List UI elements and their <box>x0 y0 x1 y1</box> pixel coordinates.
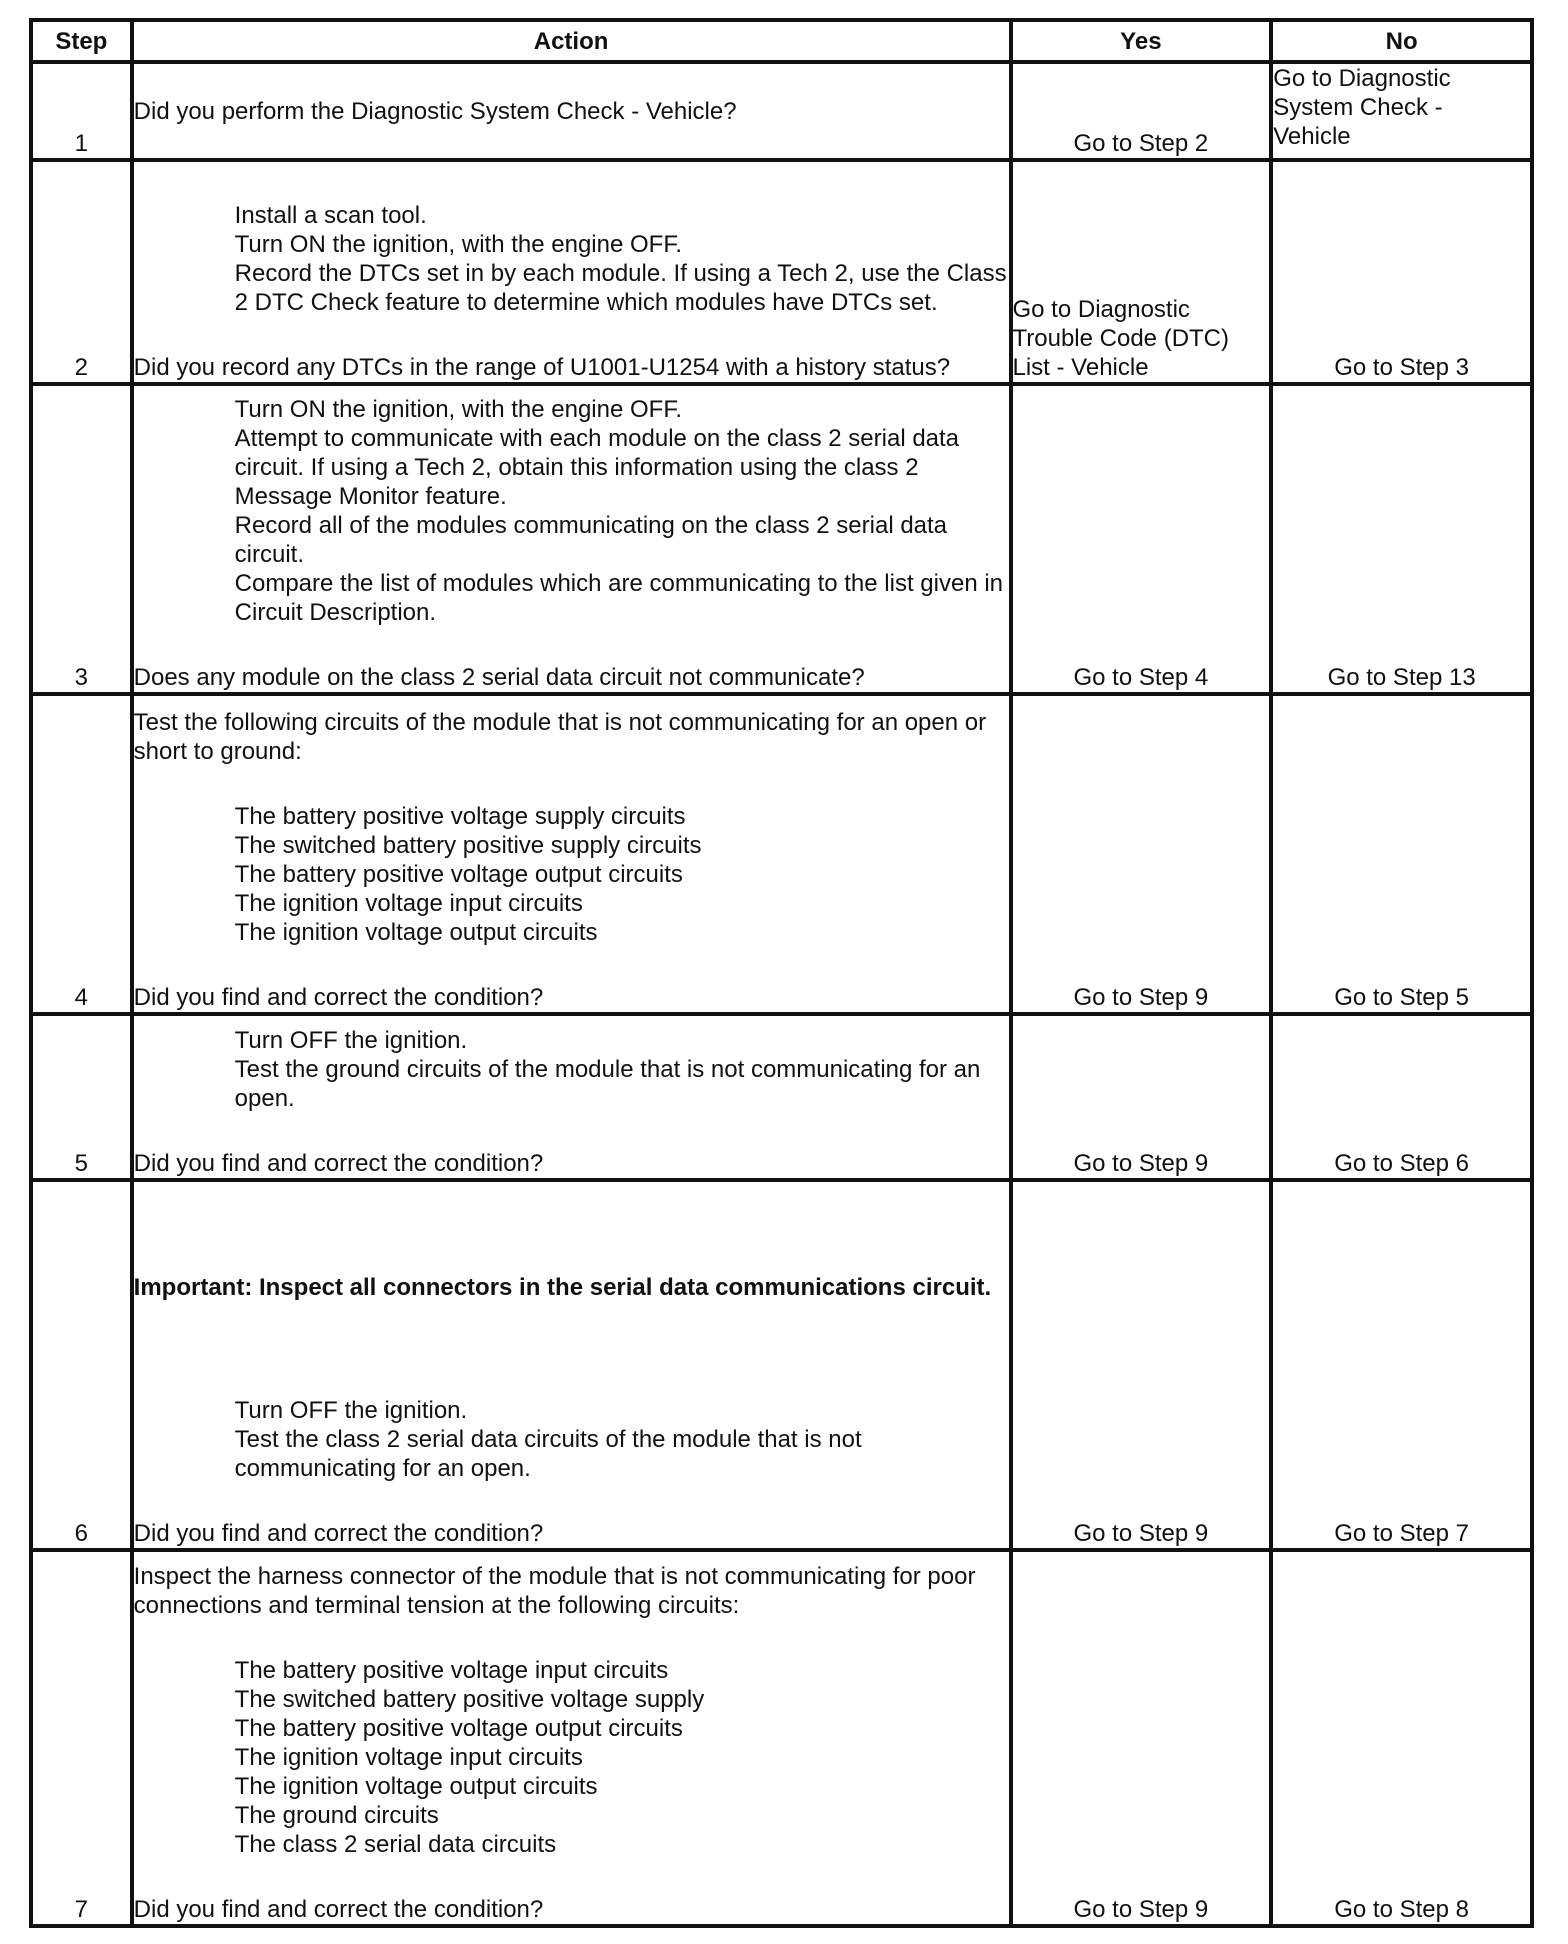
action-item: Install a scan tool. <box>234 202 427 229</box>
diagnostic-table <box>29 18 1534 1928</box>
action-item: The battery positive voltage output circuits <box>234 861 683 888</box>
important-note: Important: Inspect all connectors in the serial data communications circuit. <box>133 1274 992 1301</box>
action-item: Record all of the modules communicating on the class 2 serial data circuit. <box>234 512 948 568</box>
no-line: System Check - <box>1273 94 1443 121</box>
table-row <box>31 160 1532 384</box>
action-item: Turn OFF the ignition. <box>234 1397 468 1424</box>
action-cell <box>132 62 1011 160</box>
yes-cell: Go to Step 9 <box>1011 1180 1272 1550</box>
action-item: The ground circuits <box>234 1802 439 1829</box>
action-item: The ignition voltage input circuits <box>234 890 583 917</box>
no-cell: Go to Step 7 <box>1271 1180 1532 1550</box>
no-cell <box>1271 62 1532 160</box>
yes-cell: Go to Step 9 <box>1011 694 1272 1014</box>
action-question: Did you find and correct the condition? <box>133 1150 544 1177</box>
yes-cell: Go to Step 4 <box>1011 384 1272 694</box>
yes-line: Trouble Code (DTC) <box>1012 325 1230 352</box>
action-intro: Test the following circuits of the module that is not communicating for an open or short to ground: <box>133 709 993 765</box>
action-cell <box>132 1014 1011 1180</box>
action-question: Did you record any DTCs in the range of U1001-U1254 with a history status? <box>133 354 951 381</box>
header-action: Action <box>132 20 1011 62</box>
header-yes: Yes <box>1011 20 1272 62</box>
action-intro: Inspect the harness connector of the module that is not communicating for poor connections and terminal tension at the following circuits: <box>133 1563 983 1619</box>
action-item: Test the class 2 serial data circuits of the module that is not communicating for an open. <box>234 1426 862 1482</box>
yes-cell: Go to Step 9 <box>1011 1014 1272 1180</box>
table-row <box>31 694 1532 1014</box>
action-item: Turn OFF the ignition. <box>234 1027 468 1054</box>
header-step: Step <box>31 20 132 62</box>
action-question: Does any module on the class 2 serial data circuit not communicate? <box>133 664 865 691</box>
step-number: 2 <box>31 160 132 384</box>
table-row <box>31 1550 1532 1926</box>
step-number: 6 <box>31 1180 132 1550</box>
no-cell: Go to Step 13 <box>1271 384 1532 694</box>
table-header-row <box>31 20 1532 62</box>
action-item: The ignition voltage output circuits <box>234 919 598 946</box>
action-cell <box>132 694 1011 1014</box>
yes-cell: Go to Step 9 <box>1011 1550 1272 1926</box>
action-cell <box>132 384 1011 694</box>
action-cell <box>132 1550 1011 1926</box>
step-number: 4 <box>31 694 132 1014</box>
action-question: Did you find and correct the condition? <box>133 1896 544 1923</box>
action-item: Compare the list of modules which are communicating to the list given in Circuit Description. <box>234 570 1004 626</box>
no-cell: Go to Step 3 <box>1271 160 1532 384</box>
action-cell <box>132 160 1011 384</box>
header-no: No <box>1271 20 1532 62</box>
no-line: Vehicle <box>1273 123 1351 150</box>
action-item: Turn ON the ignition, with the engine OFF. <box>234 396 682 423</box>
step-number: 5 <box>31 1014 132 1180</box>
action-item: Attempt to communicate with each module on the class 2 serial data circuit. If using a Tech 2, obtain this information using the class 2 Message Monitor feature. <box>234 425 960 510</box>
yes-line: List - Vehicle <box>1012 354 1149 381</box>
step-number: 3 <box>31 384 132 694</box>
action-item: The ignition voltage output circuits <box>234 1773 598 1800</box>
no-cell: Go to Step 6 <box>1271 1014 1532 1180</box>
action-question: Did you perform the Diagnostic System Check - Vehicle? <box>133 97 737 125</box>
action-question: Did you find and correct the condition? <box>133 984 544 1011</box>
action-item: Test the ground circuits of the module that is not communicating for an open. <box>234 1056 981 1112</box>
no-cell: Go to Step 8 <box>1271 1550 1532 1926</box>
action-question: Did you find and correct the condition? <box>133 1520 544 1547</box>
action-item: The ignition voltage input circuits <box>234 1744 583 1771</box>
action-item: The battery positive voltage input circuits <box>234 1657 669 1684</box>
step-number: 1 <box>31 62 132 160</box>
yes-line: Go to Diagnostic <box>1012 296 1190 323</box>
table-row <box>31 1014 1532 1180</box>
action-item: The switched battery positive supply circuits <box>234 832 702 859</box>
action-item: The battery positive voltage supply circuits <box>234 803 686 830</box>
step-number: 7 <box>31 1550 132 1926</box>
yes-cell <box>1011 160 1272 384</box>
action-item: The switched battery positive voltage supply <box>234 1686 705 1713</box>
yes-cell: Go to Step 2 <box>1011 62 1272 160</box>
action-cell <box>132 1180 1011 1550</box>
no-line: Go to Diagnostic <box>1273 65 1451 92</box>
no-cell: Go to Step 5 <box>1271 694 1532 1014</box>
action-item: Turn ON the ignition, with the engine OFF. <box>234 231 682 258</box>
table-row <box>31 62 1532 160</box>
table-row <box>31 384 1532 694</box>
action-item: The battery positive voltage output circuits <box>234 1715 683 1742</box>
action-item: Record the DTCs set in by each module. If using a Tech 2, use the Class 2 DTC Check feature to determine which modules have DTCs set. <box>234 260 1007 316</box>
table-row <box>31 1180 1532 1550</box>
action-item: The class 2 serial data circuits <box>234 1831 557 1858</box>
